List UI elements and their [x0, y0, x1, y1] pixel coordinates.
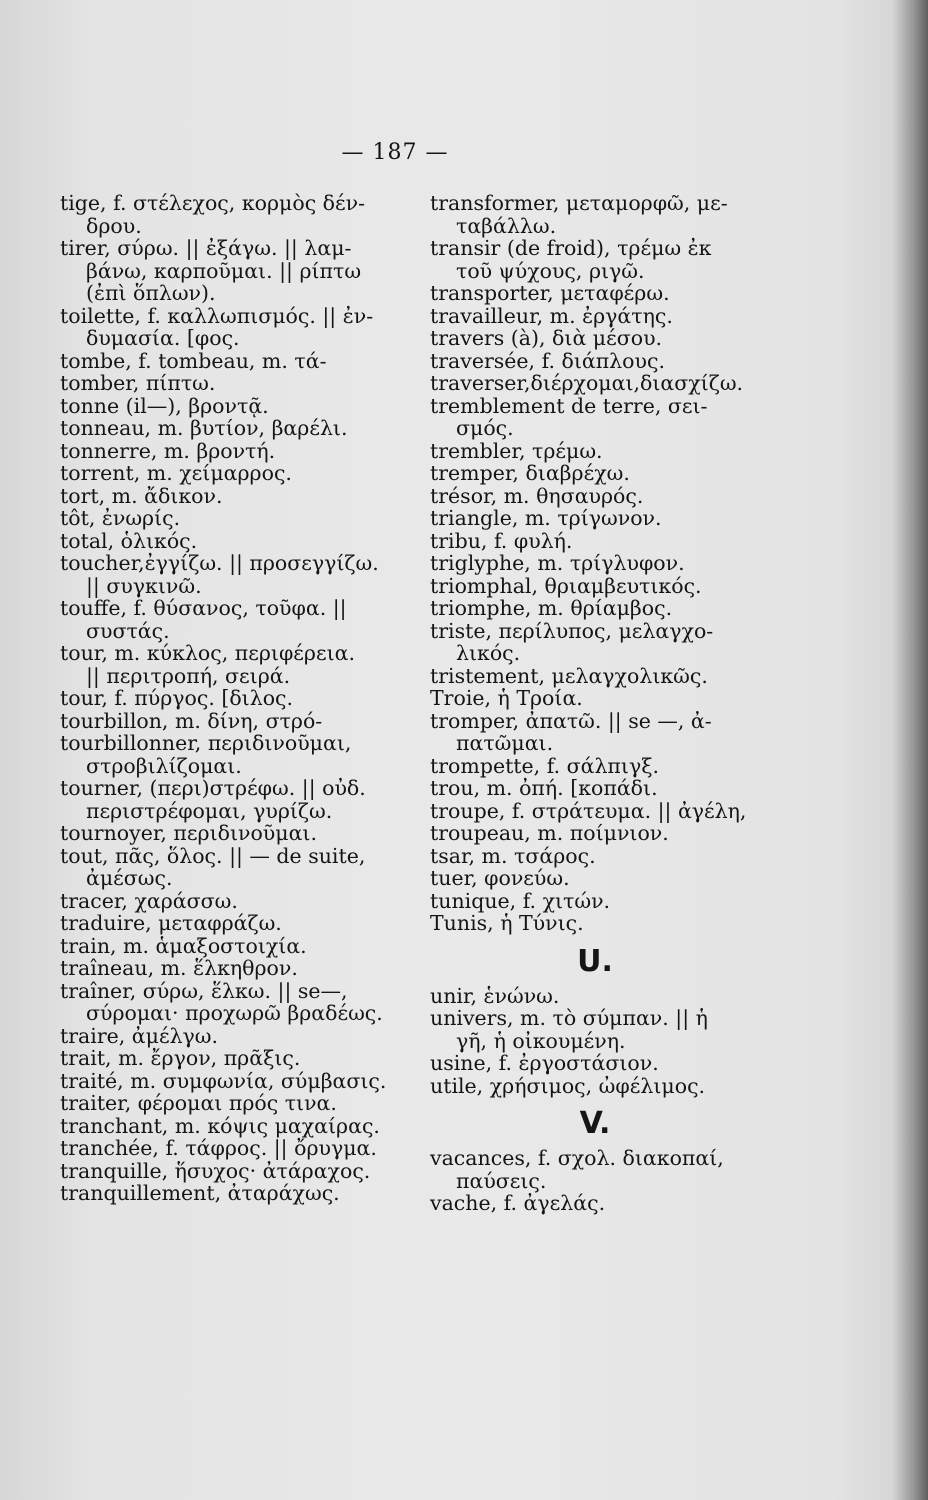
entry-line: traiter, φέρομαι πρός τινα.	[60, 1091, 337, 1115]
entry-line: tomber, πίπτω.	[60, 371, 216, 395]
entry-line: triste, περίλυπος, μελαγχο-	[430, 618, 714, 643]
entry-line: tige, f. στέλεχος, κορμὸς δέν-	[60, 191, 366, 215]
entry-line: tranchée, f. τάφρος. || ὄρυγμα.	[60, 1136, 377, 1160]
entry-line: trésor, m. θησαυρός.	[430, 483, 644, 508]
entry-line: troupeau, m. ποίμνιον.	[430, 821, 669, 845]
entry-line: ἀμέσως.	[86, 866, 173, 890]
entry-line: tourner, (περι)στρέφω. || οὐδ.	[60, 776, 366, 800]
entry-line: παύσεις.	[456, 1168, 547, 1193]
entry-line: vacances, f. σχολ. διακοπαί,	[430, 1146, 724, 1170]
entry-line: travers (à), διὰ μέσου.	[430, 326, 663, 350]
entry-line: ταβάλλω.	[456, 213, 557, 238]
entry-line: tuer, φονεύω.	[430, 866, 570, 890]
entry-line: τοῦ ψύχους, ριγῶ.	[456, 258, 645, 283]
page-number: — 187 —	[341, 140, 449, 165]
entry-line: toucher,ἐγγίζω. || προσεγγίζω.	[60, 551, 379, 575]
entry-line: tôt, ἐνωρίς.	[60, 506, 181, 530]
entry-line: tranchant, m. κόψις μαχαίρας.	[60, 1113, 380, 1138]
entry-line: toilette, f. καλλωπισμός. || ἐν-	[60, 303, 374, 328]
entry-line: trou, m. ὀπή. [κοπάδι.	[430, 776, 658, 800]
entry-line: Troie, ἡ Τροία.	[430, 686, 583, 710]
entry-line: tremblement de terre, σει-	[430, 393, 708, 418]
entry-line: traversée, f. διάπλους.	[430, 348, 665, 373]
section-letter: V.	[579, 1106, 611, 1141]
entry-line: πατῶμαι.	[456, 731, 554, 755]
page-spine-shadow	[892, 0, 928, 1500]
entry-line: traîner, σύρω, ἕλκω. || se—,	[60, 978, 348, 1003]
entry-line: triangle, m. τρίγωνον.	[430, 506, 662, 530]
entry-line: train, m. ἁμαξοστοιχία.	[60, 933, 307, 958]
entry-line: tournoyer, περιδινοῦμαι.	[60, 821, 317, 845]
entry-line: tranquillement, ἀταράχως.	[60, 1181, 340, 1205]
entry-line: transformer, μεταμορφῶ, με-	[430, 191, 728, 215]
entry-line: || συγκινῶ.	[86, 573, 202, 598]
entry-line: traduire, μεταφράζω.	[60, 911, 282, 935]
entry-line: usine, f. ἐργοστάσιον.	[430, 1051, 659, 1075]
entry-line: touffe, f. θύσανος, τοῦφα. ||	[60, 596, 347, 620]
entry-line: tonne (il—), βροντᾷ.	[60, 393, 269, 418]
entry-line: συστάς.	[86, 618, 170, 643]
entry-line: || περιτροπή, σειρά.	[86, 663, 291, 688]
entry-line: trompette, f. σάλπιγξ.	[430, 753, 660, 778]
entry-line: tremper, διαβρέχω.	[430, 461, 630, 485]
entry-line: tourbillon, m. δίνη, στρό-	[60, 708, 323, 733]
entry-line: tunique, f. χιτών.	[430, 888, 611, 913]
entry-line: tonneau, m. βυτίον, βαρέλι.	[60, 416, 348, 440]
entry-line: tonnerre, m. βροντή.	[60, 438, 276, 463]
entry-line: traîneau, m. ἕλκηθρον.	[60, 956, 298, 980]
entry-line: transir (de froid), τρέμω ἐκ	[430, 236, 712, 260]
entry-line: vache, f. ἀγελάς.	[430, 1191, 606, 1215]
entry-line: tort, m. ἄδικον.	[60, 483, 223, 508]
entry-line: γῆ, ἡ οἰκουμένη.	[456, 1028, 626, 1053]
entry-line: tsar, m. τσάρος.	[430, 843, 596, 868]
entry-line: triomphal, θριαμβευτικός.	[430, 573, 702, 598]
entry-line: περιστρέφομαι, γυρίζω.	[86, 798, 333, 823]
entry-line: travailleur, m. ἐργάτης.	[430, 303, 673, 328]
entry-line: στροβιλίζομαι.	[86, 753, 242, 778]
section-letter: U.	[577, 943, 613, 979]
entry-line: tourbillonner, περιδινοῦμαι,	[60, 731, 352, 755]
entry-line: tranquille, ἥσυχος· ἀτάραχος.	[60, 1158, 371, 1183]
entry-line: (ἐπὶ ὅπλων).	[86, 281, 216, 305]
entry-line: triomphe, m. θρίαμβος.	[430, 596, 673, 620]
right-column	[430, 192, 760, 1215]
entry-line: δυμασία. [φος.	[86, 326, 240, 350]
entry-line: triglyphe, m. τρίγλυφον.	[430, 551, 685, 575]
entry-line: tombe, f. tombeau, m. τά-	[60, 348, 327, 373]
entry-line: troupe, f. στράτευμα. || ἀγέλη,	[430, 798, 747, 823]
entry-line: tribu, f. φυλή.	[430, 528, 573, 553]
entry-line: tout, πᾶς, ὅλος. || — de suite,	[60, 843, 366, 868]
entry-line: σύρομαι· προχωρῶ βραδέως.	[86, 1001, 383, 1025]
entry-line: Tunis, ἡ Τύνις.	[430, 911, 584, 935]
entry-line: λικός.	[456, 641, 521, 665]
entry-line: total, ὁλικός.	[60, 528, 198, 553]
entry-line: traire, ἀμέλγω.	[60, 1023, 219, 1048]
entry-line: δρου.	[86, 213, 142, 238]
entry-line: βάνω, καρποῦμαι. || ρίπτω	[86, 258, 362, 283]
entry-line: traverser,διέρχομαι,διασχίζω.	[430, 371, 744, 395]
entry-line: torrent, m. χείμαρρος.	[60, 461, 292, 485]
entry-line: tour, f. πύργος. [διλος.	[60, 686, 294, 710]
entry-line: traité, m. συμφωνία, σύμβασις.	[60, 1068, 387, 1093]
entry-line: utile, χρήσιμος, ὠφέλιμος.	[430, 1073, 706, 1098]
entry-line: tirer, σύρω. || ἐξάγω. || λαμ-	[60, 236, 352, 260]
entry-line: trembler, τρέμω.	[430, 438, 603, 463]
entry-line: univers, m. τὸ σύμπαν. || ἡ	[430, 1006, 708, 1030]
entry-line: unir, ἑνώνω.	[430, 983, 560, 1008]
left-column	[60, 191, 387, 1205]
entry-line: tour, m. κύκλος, περιφέρεια.	[60, 641, 355, 665]
entry-line: tristement, μελαγχολικῶς.	[430, 663, 708, 688]
entry-line: tromper, ἀπατῶ. || se —, ἀ-	[430, 708, 712, 733]
entry-line: σμός.	[456, 416, 514, 440]
entry-line: tracer, χαράσσω.	[60, 888, 238, 913]
entry-line: transporter, μεταφέρω.	[430, 281, 670, 305]
entry-line: trait, m. ἔργον, πρᾶξις.	[60, 1046, 301, 1070]
